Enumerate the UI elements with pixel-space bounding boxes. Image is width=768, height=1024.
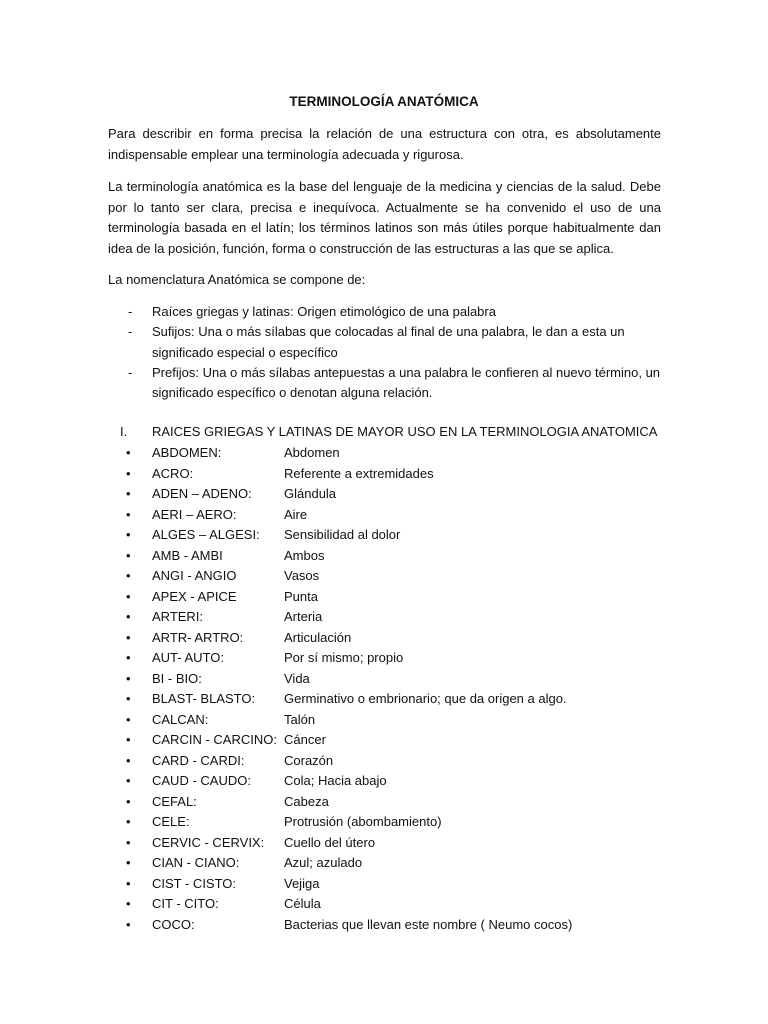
bullet-marker: •: [126, 650, 131, 665]
table-row: [126, 629, 646, 650]
terminology-paragraph: La terminología anatómica es la base del lenguaje de la medicina y ciencias de la salud. Debe por lo tanto ser clara, precisa e inequívoca. Actualmente se ha convenido el uso de una terminología basada en el latín; los términos latinos son más útiles porque habitualmente dan idea de la posición, función, forma o construcción de las estructuras a las que se aplica.: [108, 179, 661, 256]
table-row: [126, 834, 646, 855]
term-root: BI - BIO:: [152, 670, 202, 686]
term-root: ANGI - ANGIO: [152, 568, 237, 583]
term-root: AUT- AUTO:: [152, 650, 224, 665]
intro-paragraph: Para describir en forma precisa la relación de una estructura con otra, es absolutamente indispensable emplear una terminología adecuada y rigurosa.: [108, 126, 661, 162]
table-row: [126, 875, 646, 896]
bullet-marker: •: [126, 773, 131, 788]
term-root: ABDOMEN:: [152, 445, 222, 460]
term-root: CARCIN - CARCINO:: [152, 732, 277, 747]
term-meaning: Talón: [284, 711, 316, 727]
term-root: AERI – AERO:: [152, 506, 237, 522]
term-root: APEX - APICE: [152, 588, 237, 604]
bullet-marker: •: [126, 916, 131, 932]
term-root: ARTR- ARTRO:: [152, 629, 244, 645]
term-meaning: Vejiga: [284, 875, 320, 891]
bullet-marker: •: [126, 527, 131, 542]
bullet-marker: •: [126, 445, 131, 460]
term-meaning: Célula: [284, 896, 321, 911]
bullet-marker: •: [126, 588, 131, 604]
term-root: CIST - CISTO:: [152, 875, 237, 891]
term-meaning: Azul; azulado: [284, 855, 363, 870]
dash-marker: -: [128, 304, 133, 319]
list-item: [108, 363, 668, 404]
term-meaning: Cola; Hacia abajo: [284, 773, 387, 788]
table-row: [126, 916, 646, 937]
bullet-marker: •: [126, 629, 131, 645]
term-meaning: Cabeza: [284, 793, 329, 809]
bullet-marker: •: [126, 568, 131, 583]
table-row: [126, 690, 646, 711]
term-meaning: Punta: [284, 588, 318, 604]
term-meaning: Abdomen: [284, 445, 340, 460]
table-row: [126, 567, 646, 588]
term-root: CARD - CARDI:: [152, 752, 245, 768]
term-meaning: Vida: [284, 670, 310, 686]
components-list: [108, 302, 668, 403]
term-root: COCO:: [152, 916, 195, 932]
bullet-marker: •: [126, 732, 131, 747]
table-row: [126, 444, 646, 465]
term-root: CEFAL:: [152, 793, 197, 809]
terms-list: [126, 444, 646, 936]
bullet-marker: •: [126, 896, 131, 911]
table-row: [126, 506, 646, 527]
term-meaning: Cuello del útero: [284, 834, 376, 850]
term-meaning: Articulación: [284, 629, 352, 645]
term-meaning: Protrusión (abombamiento): [284, 814, 442, 829]
bullet-marker: •: [126, 834, 131, 850]
term-root: CERVIC - CERVIX:: [152, 834, 265, 850]
bullet-marker: •: [126, 670, 131, 686]
table-row: [126, 813, 646, 834]
term-meaning: Referente a extremidades: [284, 465, 434, 481]
bullet-marker: •: [126, 486, 131, 501]
list-item-text: Sufijos: Una o más sílabas que colocadas al final de una palabra, le dan a esta un significado especial o específico: [152, 324, 625, 360]
table-row: [126, 793, 646, 814]
table-row: [126, 854, 646, 875]
term-root: BLAST- BLASTO:: [152, 691, 256, 706]
list-item-text: Raíces griegas y latinas: Origen etimológico de una palabra: [152, 304, 496, 319]
section-heading: [120, 423, 657, 441]
list-item: [108, 302, 668, 322]
term-root: CAUD - CAUDO:: [152, 773, 251, 788]
term-meaning: Vasos: [284, 568, 320, 583]
bullet-marker: •: [126, 609, 131, 624]
bullet-marker: •: [126, 793, 131, 809]
bullet-marker: •: [126, 855, 131, 870]
table-row: [126, 731, 646, 752]
term-meaning: Ambos: [284, 547, 325, 563]
term-root: ARTERI:: [152, 609, 204, 624]
nomenclature-paragraph: La nomenclatura Anatómica se compone de:: [108, 272, 366, 287]
bullet-marker: •: [126, 547, 131, 563]
section-heading-text: RAICES GRIEGAS Y LATINAS DE MAYOR USO EN LA TERMINOLOGIA ANATOMICA: [152, 424, 658, 439]
list-item-text: Prefijos: Una o más sílabas antepuestas a una palabra le confieren al nuevo término, un significado específico o denotan alguna relación.: [152, 364, 661, 401]
table-row: [126, 485, 646, 506]
term-root: ALGES – ALGESI:: [152, 527, 260, 542]
term-meaning: Germinativo o embrionario; que da origen a algo.: [284, 691, 567, 706]
list-item: [108, 322, 668, 363]
section-number: I.: [120, 424, 128, 439]
bullet-marker: •: [126, 752, 131, 768]
term-meaning: Aire: [284, 506, 308, 522]
dash-marker: -: [128, 324, 133, 340]
table-row: [126, 711, 646, 732]
table-row: [126, 752, 646, 773]
table-row: [126, 465, 646, 486]
term-root: ADEN – ADENO:: [152, 486, 252, 501]
table-row: [126, 547, 646, 568]
bullet-marker: •: [126, 711, 131, 727]
table-row: [126, 588, 646, 609]
table-row: [126, 608, 646, 629]
table-row: [126, 670, 646, 691]
bullet-marker: •: [126, 814, 131, 829]
bullet-marker: •: [126, 875, 131, 891]
term-root: ACRO:: [152, 465, 194, 481]
dash-marker: -: [128, 364, 133, 380]
bullet-marker: •: [126, 506, 131, 522]
term-root: CALCAN:: [152, 711, 209, 727]
term-root: CIT - CITO:: [152, 896, 219, 911]
term-meaning: Sensibilidad al dolor: [284, 527, 401, 542]
bullet-marker: •: [126, 465, 131, 481]
table-row: [126, 772, 646, 793]
term-meaning: Por sí mismo; propio: [284, 650, 404, 665]
term-root: AMB - AMBI: [152, 547, 223, 563]
document-title: TERMINOLOGÍA ANATÓMICA: [289, 94, 479, 109]
term-meaning: Bacterias que llevan este nombre ( Neumo cocos): [284, 916, 573, 932]
term-root: CIAN - CIANO:: [152, 855, 240, 870]
table-row: [126, 649, 646, 670]
bullet-marker: •: [126, 691, 131, 706]
term-meaning: Corazón: [284, 752, 334, 768]
term-meaning: Glándula: [284, 486, 337, 501]
table-row: [126, 526, 646, 547]
term-root: CELE:: [152, 814, 190, 829]
term-meaning: Arteria: [284, 609, 323, 624]
table-row: [126, 895, 646, 916]
term-meaning: Cáncer: [284, 732, 326, 747]
